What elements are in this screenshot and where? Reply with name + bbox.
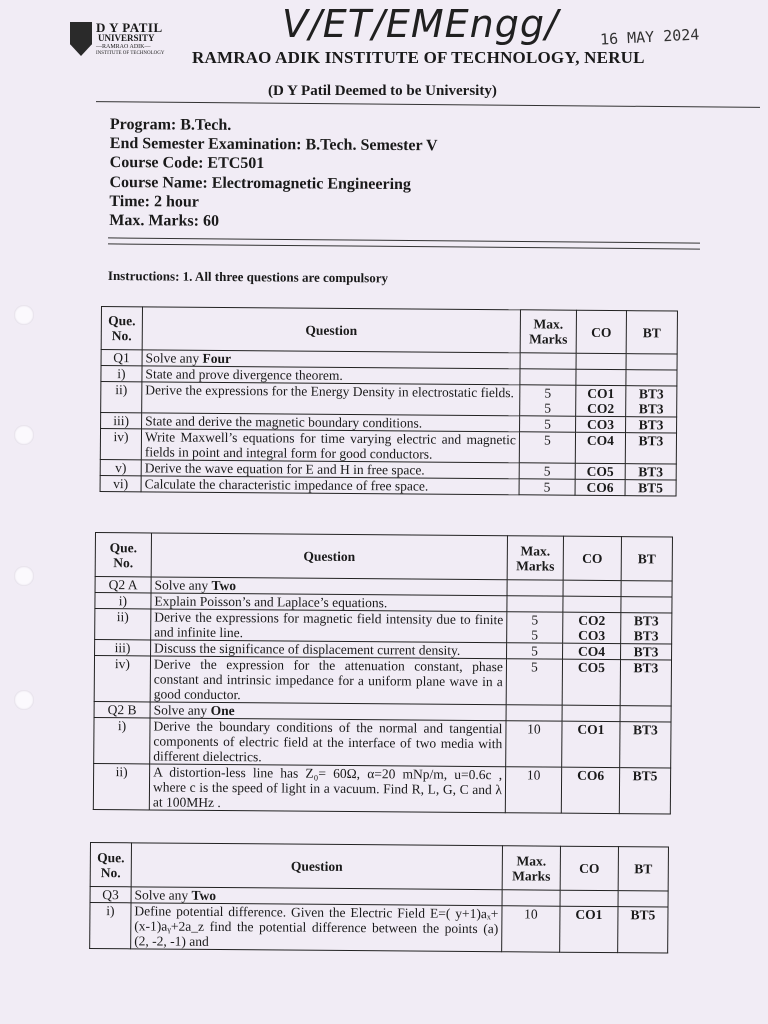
table-header-row: [101, 307, 677, 355]
question-text: State and derive the magnetic boundary conditions.: [142, 413, 520, 432]
table-header-row: [95, 533, 672, 582]
co-value: CO6: [575, 479, 625, 495]
sub-question-number: vi): [100, 475, 141, 491]
header-que-no: Que. No.: [90, 843, 131, 887]
marks-value: 5: [507, 643, 563, 659]
instructions: Instructions: 1. All three questions are compulsory: [107, 268, 389, 286]
co-value: CO5: [562, 659, 620, 705]
co-value: CO1 CO2: [576, 385, 626, 416]
table-row: [93, 763, 670, 814]
question-table-3: [89, 842, 669, 954]
marks-value: [507, 596, 563, 612]
exam-details: [109, 115, 438, 233]
question-number: Q1: [101, 350, 142, 366]
course-code: Course Code: ETC501: [109, 154, 265, 173]
bt-value: [621, 597, 672, 613]
co-value: CO6: [561, 767, 619, 813]
punch-hole: [14, 690, 34, 710]
co-value: CO5: [575, 463, 625, 479]
sub-question-number: iii): [101, 413, 142, 429]
co-value: CO4: [575, 432, 625, 463]
course-name: Course Name: Electromagnetic Engineering: [109, 173, 412, 193]
sub-question-number: ii): [95, 609, 151, 640]
table-row: [94, 656, 671, 707]
marks-value: 5 5: [520, 385, 576, 416]
header-bt: BT: [621, 537, 672, 581]
instruction-count: Four: [202, 350, 232, 367]
table-row: [95, 609, 672, 645]
question-text: State and prove divergence theorem.: [142, 366, 520, 385]
header-divider: [96, 101, 760, 108]
date-stamp: 16 MAY 2024: [599, 25, 700, 49]
logo-university: UNIVERSITY: [98, 33, 155, 43]
question-text: Derive the expression for the attenuation constant, phase constant and intrinsic impedance for a uniform plane wave in a good conductor.: [150, 656, 506, 705]
table-header-row: [90, 843, 668, 892]
marks-value: 10: [505, 767, 561, 813]
bt-value: BT3: [620, 660, 671, 706]
double-divider: [108, 237, 700, 249]
header-question: Question: [151, 533, 507, 580]
header-max-marks: Max. Marks: [507, 536, 563, 580]
question-text: Write Maxwell’s equations for time varying electric and magnetic fields in point and integral form for good conductors.: [141, 429, 519, 463]
university-subtitle: (D Y Patil Deemed to be University): [268, 83, 497, 99]
table-row: [101, 382, 677, 418]
marks-value: 5: [519, 479, 575, 495]
header-max-marks: Max. Marks: [502, 846, 560, 890]
bt-value: BT5: [618, 907, 668, 953]
bt-value: BT3 BT3: [621, 613, 672, 644]
sub-question-number: iv): [100, 429, 141, 460]
university-logo: [66, 20, 196, 68]
sub-question-number: iii): [95, 640, 151, 656]
instruction-text: Solve any: [145, 350, 203, 366]
co-value: CO1: [562, 721, 620, 767]
header-que-no: Que. No.: [101, 307, 142, 350]
sub-question-number: i): [95, 593, 151, 609]
bt-value: BT3: [621, 644, 672, 660]
question-text: Derive the expressions for magnetic field intensity due to finite and infinite line.: [151, 609, 507, 643]
question-text: Calculate the characteristic impedance of free space.: [141, 476, 519, 495]
punch-hole: [14, 305, 34, 325]
header-question: Question: [131, 843, 502, 890]
bt-value: BT3: [620, 722, 671, 768]
logo-subtitle: —RAMRAO ADIK—: [96, 44, 151, 50]
question-table-2: [93, 532, 673, 815]
instruction-text: Solve any: [134, 887, 192, 903]
question-text: Derive the wave equation for E and H in free space.: [141, 460, 519, 479]
sub-question-number: i): [101, 366, 142, 382]
sub-question-number: iv): [94, 656, 150, 702]
bt-value: BT5: [625, 480, 676, 496]
co-value: [563, 596, 621, 612]
sub-question-number: ii): [93, 763, 149, 809]
marks-value: [520, 369, 576, 385]
header-max-marks: Max. Marks: [520, 310, 576, 353]
header-que-no: Que. No.: [95, 533, 151, 577]
table-row: [94, 717, 671, 768]
marks-value: 5: [506, 659, 562, 705]
header-bt: BT: [618, 847, 668, 891]
question-number: Q2 B: [94, 701, 150, 717]
bt-value: BT3: [625, 433, 676, 464]
bt-value: BT3: [626, 417, 677, 433]
institute-title: RAMRAO ADIK INSTITUTE OF TECHNOLOGY, NERUL: [192, 48, 645, 67]
co-value: CO3: [576, 416, 626, 432]
marks-value: 10: [506, 721, 562, 767]
bt-value: BT5: [619, 768, 670, 814]
sub-question-number: i): [90, 903, 131, 949]
co-value: CO4: [563, 643, 621, 659]
question-text: Define potential difference. Given the Electric Field E=( y+1)aₓ+(x-1)aᵧ+2a_z find the potential difference between the points (a) (2, -2, -1) and: [131, 903, 502, 952]
question-text: Derive the boundary conditions of the normal and tangential components of electric field at the interface of two media with different dielectrics.: [150, 718, 506, 767]
question-text: Derive the expressions for the Energy Density in electrostatic fields.: [142, 382, 520, 416]
co-value: CO1: [560, 906, 618, 952]
logo-subtitle-2: INSTITUTE OF TECHNOLOGY: [96, 51, 165, 56]
header-bt: BT: [626, 311, 677, 354]
instruction-count: Two: [211, 577, 237, 594]
header-question: Question: [142, 307, 520, 353]
co-value: [576, 369, 626, 385]
question-text: A distortion-less line has Z₀= 60Ω, α=20 mNp/m, u=0.6c , where c is the speed of light in a vacuum. Find R, L, G, C and λ at 100MHz .: [149, 764, 505, 813]
shield-icon: [70, 22, 92, 56]
program: Program: B.Tech.: [109, 115, 232, 134]
question-table-1: [100, 306, 678, 497]
sub-question-number: ii): [101, 382, 142, 413]
co-value: CO2 CO3: [563, 612, 621, 643]
punch-hole: [14, 566, 34, 586]
bt-value: BT3 BT3: [626, 386, 677, 417]
marks-value: 5: [520, 416, 576, 432]
bt-value: [626, 370, 677, 386]
exam-name: End Semester Examination: B.Tech. Semester V: [109, 135, 438, 155]
instruction-text: Solve any: [153, 702, 211, 718]
header-co: CO: [576, 310, 626, 353]
instruction-count: One: [210, 702, 235, 719]
marks-value: 5 5: [507, 612, 563, 643]
table-row: [100, 429, 676, 465]
marks-value: 10: [502, 906, 560, 952]
logo-name: D Y PATIL: [96, 20, 163, 35]
question-number: Q2 A: [95, 577, 151, 593]
max-marks: Max. Marks: 60: [109, 212, 220, 230]
punch-hole: [14, 425, 34, 445]
handwritten-annotation: V/ET/EMEngg/: [282, 2, 559, 46]
question-text: Discuss the significance of displacement current density.: [151, 640, 507, 659]
bt-value: BT3: [625, 464, 676, 480]
exam-time: Time: 2 hour: [109, 192, 199, 211]
instruction-count: Two: [191, 887, 217, 903]
instruction-text: Solve any: [154, 577, 212, 593]
sub-question-number: i): [94, 717, 150, 763]
header-co: CO: [560, 846, 618, 890]
question-number: Q3: [90, 887, 131, 903]
header-co: CO: [563, 536, 621, 580]
question-text: Explain Poisson’s and Laplace’s equations.: [151, 593, 507, 612]
marks-value: 5: [519, 463, 575, 479]
table-row: [90, 903, 668, 954]
marks-value: 5: [519, 432, 575, 463]
sub-question-number: v): [100, 459, 141, 475]
